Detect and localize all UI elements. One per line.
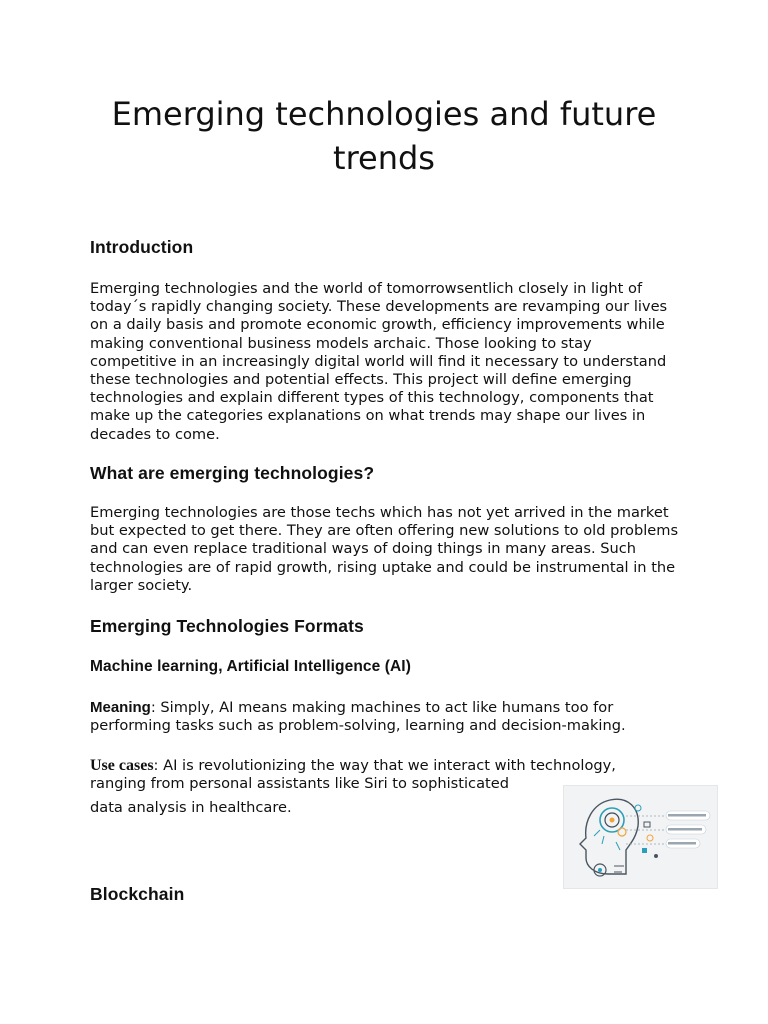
ai-head-illustration-icon [564, 786, 717, 888]
paragraph-meaning [90, 699, 690, 735]
heading-technologies-formats: Emerging Technologies Formats [90, 616, 364, 636]
use-cases-line2: ranging from personal assistants like Siri to sophisticated [90, 775, 509, 793]
heading-introduction: Introduction [90, 237, 194, 257]
ai-illustration-image [563, 785, 718, 889]
use-cases-line1: : AI is revolutionizing the way that we interact with technology, [153, 757, 616, 774]
use-cases-label: Use cases [90, 757, 154, 774]
meaning-label: Meaning [90, 699, 151, 716]
heading-blockchain: Blockchain [90, 884, 185, 904]
document-title: Emerging technologies and future trends [111, 95, 657, 177]
heading-ml-ai: Machine learning, Artificial Intelligence (AI) [90, 658, 411, 675]
paragraph-introduction: Emerging technologies and the world of tomorrowsentlich closely in light of today´s rapidly changing society. These developments are revamping our lives on a daily basis and promote economic growth, efficiency improvements while making conventional business models archaic. Those looking to stay competitive in an increasingly digital world will find it necessary to understand these technologies and potential effects. This project will define emerging technologies and explain different types of this technology, components that make up the categories explanations on what trends may shape our lives in decades to come. [90, 280, 668, 443]
use-cases-line3: data analysis in healthcare. [90, 799, 292, 816]
meaning-text: : Simply, AI means making machines to act like humans too for performing tasks such as problem-solving, learning and decision-making. [90, 699, 626, 735]
heading-what-are-emerging-technologies: What are emerging technologies? [90, 463, 375, 483]
paragraph-what-are-emerging-technologies: Emerging technologies are those techs which has not yet arrived in the market but expected to get there. They are often offering new solutions to old problems and can even replace traditional ways of doing things in many areas. Such technologies are of rapid growth, rising uptake and could be instrumental in the larger society. [90, 504, 679, 594]
